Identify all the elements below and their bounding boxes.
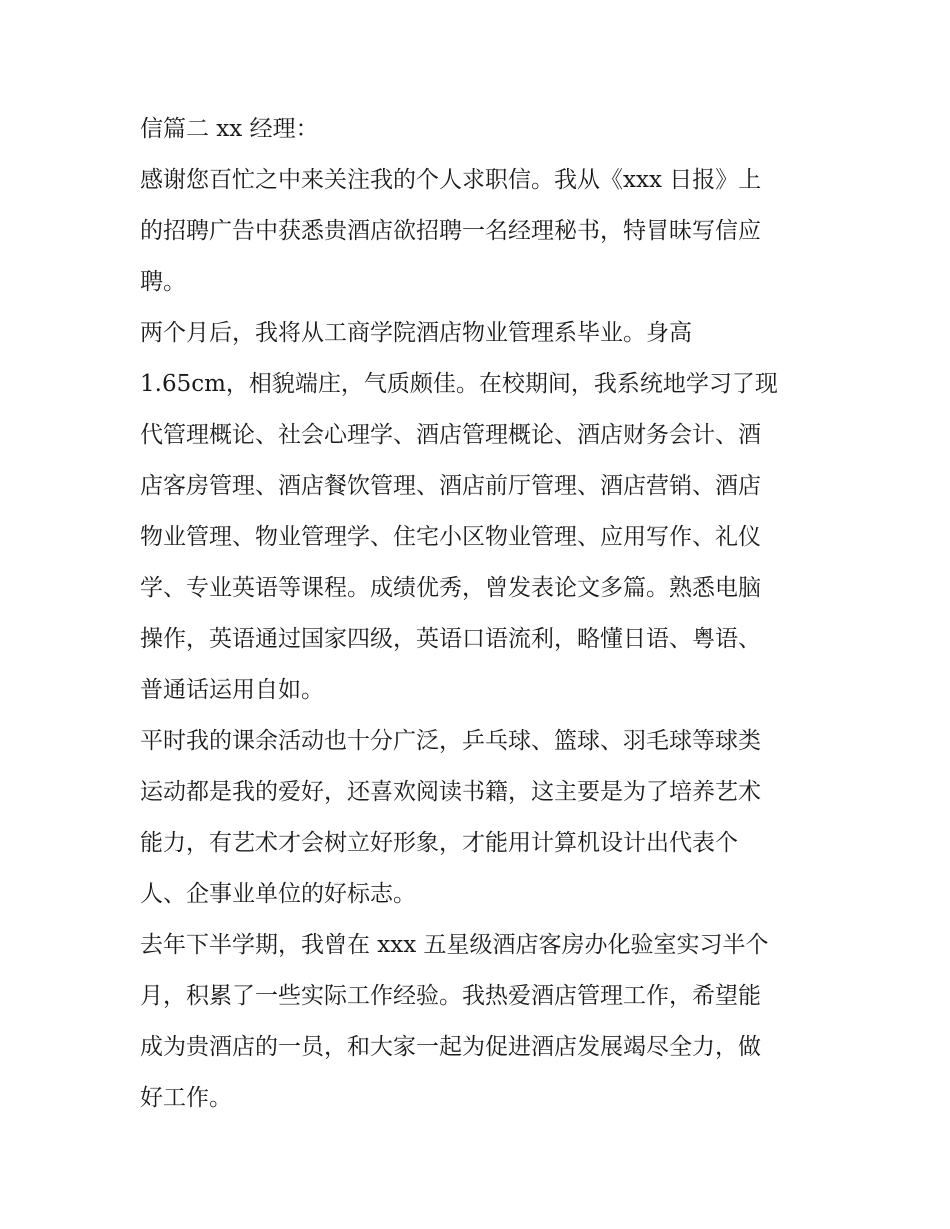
text-line: 月，积累了一些实际工作经验。我热爱酒店管理工作，希望能: [140, 983, 761, 1009]
text-line: 的招聘广告中获悉贵酒店欲招聘一名经理秘书，特冒昧写信应: [140, 218, 761, 244]
text-line: 成为贵酒店的一员，和大家一起为促进酒店发展竭尽全力，做: [140, 1034, 761, 1060]
text-line: 普通话运用自如。: [140, 677, 324, 703]
text-line: 去年下半学期，我曾在 xxx 五星级酒店客房办化验室实习半个: [140, 932, 769, 958]
text-line: 能力，有艺术才会树立好形象，才能用计算机设计出代表个: [140, 830, 738, 856]
text-line: 平时我的课余活动也十分广泛，乒乓球、篮球、羽毛球等球类: [140, 728, 761, 754]
text-line: 好工作。: [140, 1085, 232, 1111]
text-line: 代管理概论、社会心理学、酒店管理概论、酒店财务会计、酒: [140, 422, 761, 448]
text-line: 1.65cm，相貌端庄，气质颇佳。在校期间，我系统地学习了现: [140, 371, 778, 397]
text-line: 聘。: [140, 269, 186, 295]
letter-body: [140, 104, 820, 1124]
text-line: 感谢您百忙之中来关注我的个人求职信。我从《xxx 日报》上: [140, 167, 762, 193]
letter-greeting: 信篇二 xx 经理：: [140, 116, 319, 142]
text-line: 操作，英语通过国家四级，英语口语流利，略懂日语、粤语、: [140, 626, 761, 652]
text-line: 人、企事业单位的好标志。: [140, 881, 416, 907]
text-line: 物业管理、物业管理学、住宅小区物业管理、应用写作、礼仪: [140, 524, 761, 550]
text-line: 两个月后，我将从工商学院酒店物业管理系毕业。身高: [140, 320, 692, 346]
text-line: 店客房管理、酒店餐饮管理、酒店前厅管理、酒店营销、酒店: [140, 473, 761, 499]
text-line: 学、专业英语等课程。成绩优秀，曾发表论文多篇。熟悉电脑: [140, 575, 761, 601]
text-line: 运动都是我的爱好，还喜欢阅读书籍，这主要是为了培养艺术: [140, 779, 761, 805]
